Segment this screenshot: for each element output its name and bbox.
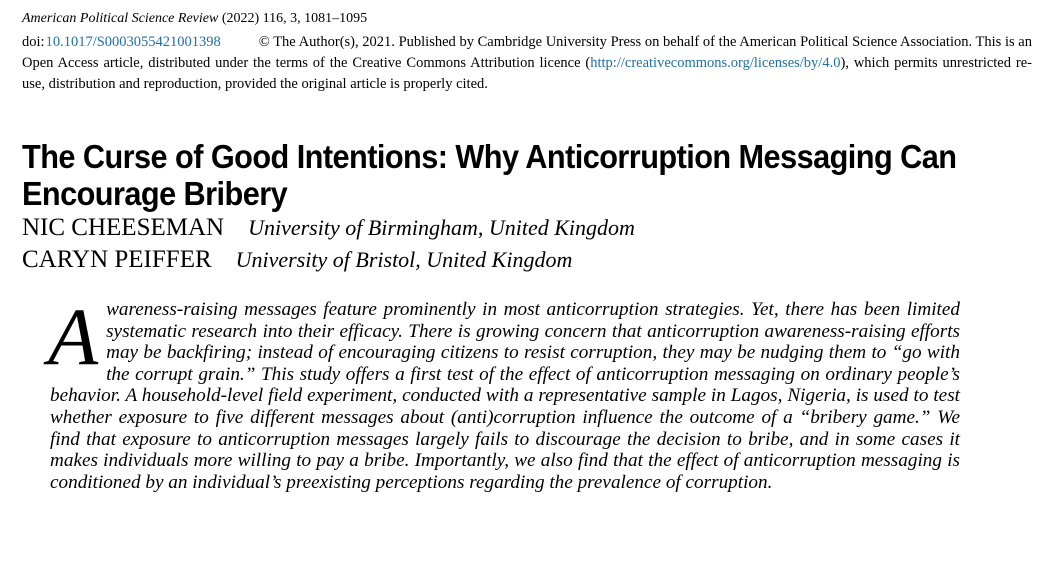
abstract-drop-cap: A	[48, 291, 99, 382]
author-line	[22, 212, 1034, 244]
journal-issue: (2022) 116, 3, 1081–1095	[218, 11, 368, 26]
license-text-2: ), which permits unrestricted re-use, distribution and reproduction, provided the original article is properly cited.	[22, 55, 1032, 92]
doi-label: doi:	[22, 34, 45, 50]
article-title: The Curse of Good Intentions: Why Anticorruption Messaging Can Encourage Bribery	[22, 138, 957, 212]
abstract	[48, 291, 960, 493]
abstract-text: wareness-raising messages feature prominently in most anticorruption strategies. Yet, there has been limited systematic research into their efficacy. There is growing concern that anticorruption awareness-raising efforts may be backfiring; instead of encouraging citizens to resist corruption, they may be nudging them to “go with the corrupt grain.” This study offers a first test of the effect of anticorruption messaging on ordinary people’s behavior. A household-level field experiment, conducted with a representative sample in Lagos, Nigeria, is used to test whether exposure to five different messages about (anti)corruption influence the outcome of a “bribery game.” We find that exposure to anticorruption messages largely fails to discourage the decision to bribe, and in some cases it makes individuals more willing to pay a bribe. Importantly, we also find that the effect of anticorruption messaging is conditioned by an individual’s preexisting perceptions regarding the prevalence of corruption.	[50, 299, 960, 493]
license-statement	[22, 32, 1032, 95]
author-affiliation: University of Birmingham, United Kingdom	[248, 215, 635, 240]
author-name: NIC CHEESEMAN	[22, 214, 225, 241]
author-line	[22, 244, 1034, 276]
author-name: CARYN PEIFFER	[22, 246, 212, 273]
article-first-page	[22, 10, 1034, 276]
license-url-link[interactable]: http://creativecommons.org/licenses/by/4.0	[590, 55, 841, 71]
journal-citation	[22, 10, 1034, 28]
license-text-1: © The Author(s), 2021. Published by Cambridge University Press on behalf of the American Political Science Association. This is an Open Access article, distributed under the terms of the Creative Commons Attribution licence (	[22, 34, 1032, 71]
doi-link[interactable]: 10.1017/S0003055421001398	[45, 34, 221, 50]
author-affiliation: University of Bristol, United Kingdom	[235, 247, 573, 272]
journal-name: American Political Science Review	[22, 11, 219, 26]
